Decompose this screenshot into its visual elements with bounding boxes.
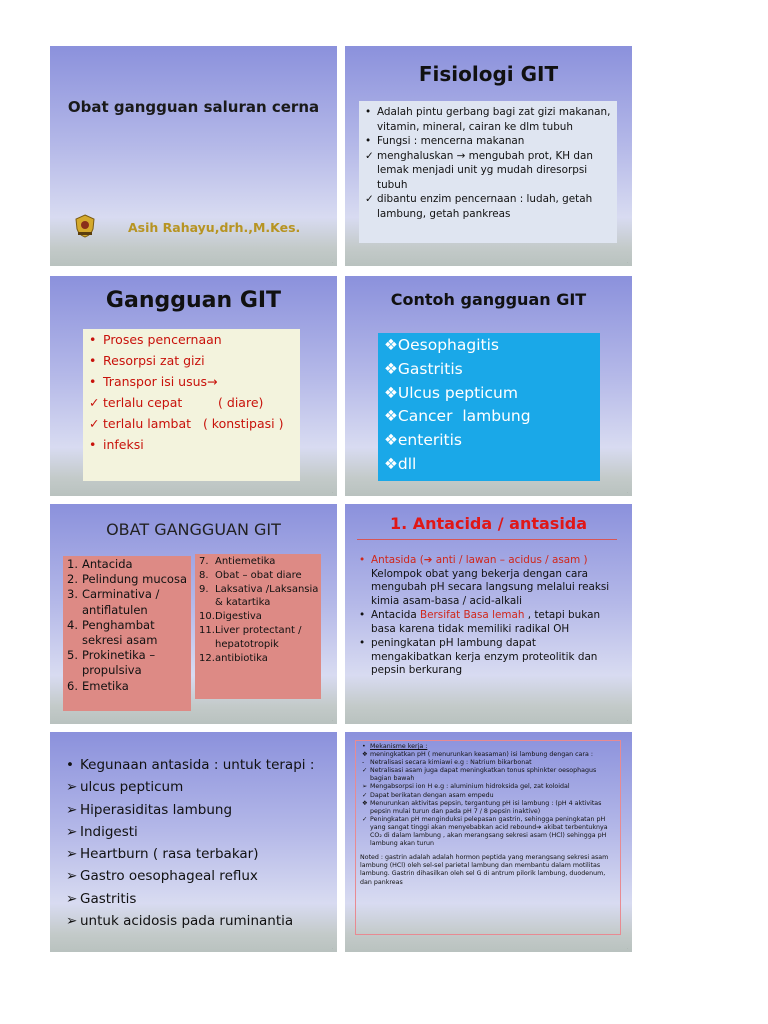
slide-heading: OBAT GANGGUAN GIT: [106, 520, 281, 539]
slide-kegunaan: [50, 732, 337, 952]
list-item: • Resorpsi zat gizi: [89, 353, 205, 368]
content-box: [359, 101, 617, 243]
list-item: ❖Ulcus pepticum: [384, 383, 518, 402]
list-item: ➢ Mengabsorpsi ion H e.g : aluminium hidroksida gel, zat koloidal: [362, 783, 570, 791]
list-item: ✓ dibantu enzim pencernaan : ludah, getah lambung, getah pankreas: [365, 193, 593, 220]
content-box: [357, 554, 619, 679]
list-item: ❖enteritis: [384, 431, 463, 450]
list-item: ❖ meningkatkan pH ( menurunkan keasaman) isi lambung dengan cara :: [362, 751, 593, 759]
content-box: [64, 754, 326, 932]
list-item: ❖Oesophagitis: [384, 336, 499, 354]
slide-footer: ·: [627, 718, 628, 722]
list-item: 3. Carminativa / antiflatulen: [67, 587, 160, 617]
list-item: • Adalah pintu gerbang bagi zat gizi makanan, vitamin, mineral, cairan ke dlm tubuh: [365, 106, 611, 133]
list-item: ➢ Gastritis: [66, 890, 137, 907]
list-item: ✓ Netralisasi asam juga dapat meningkatkan tonus sphinkter oesophagus bagian bawah: [362, 767, 597, 783]
list-item: 9. Laksativa /Laksansia & katartika: [199, 583, 319, 609]
list-item: 4. Penghambat sekresi asam: [67, 617, 158, 648]
list-item: 10. Digestiva: [199, 611, 262, 623]
slide-heading: Contoh gangguan GIT: [390, 290, 587, 309]
list-item: - Netralisasi secara kimiawi e.g : Natrium bikarbonat: [362, 759, 532, 767]
drug-list-right: [195, 554, 321, 699]
list-item: ❖dll: [384, 454, 417, 473]
slide-title-heading: Obat gangguan saluran cerna: [67, 98, 320, 116]
list-item: 8. Obat – obat diare: [199, 569, 302, 581]
slide-footer: ·: [332, 946, 333, 950]
slide-footer: ·: [627, 260, 628, 264]
list-item: ➢ Heartburn ( rasa terbakar): [66, 846, 259, 863]
list-item: • Antasida (➔ anti / lawan – acidus / asam ) Kelompok obat yang bekerja dengan cara mengubah pH secara langsung melalui reaksi kimia asam-basa / acid-alkali: [359, 554, 610, 607]
list-item: ➢ Gastro oesophageal reflux: [66, 868, 258, 885]
list-item: • Proses pencernaan: [89, 332, 222, 347]
list-item: • Kegunaan antasida : untuk terapi :: [66, 757, 315, 773]
list-item: 12. antibiotika: [199, 652, 268, 664]
content-box: [83, 329, 300, 481]
list-item: ❖ Menurunkan aktivitas pepsin, tergantung pH isi lambung : (pH 4 aktivitas pepsin mulai turun dan pada pH 7 / 8 pepsin inaktive): [362, 799, 602, 815]
university-crest-icon: [74, 214, 96, 238]
list-item: 7. Antiemetika: [199, 556, 276, 567]
list-item: ✓ terlalu lambat ( konstipasi ): [89, 416, 284, 431]
slide-obat: [50, 504, 337, 724]
slide-gangguan: [50, 276, 337, 496]
slide-fisiologi: [345, 46, 632, 266]
list-item: 1. Antacida: [67, 557, 133, 571]
slide-footer: ·: [332, 718, 333, 722]
list-item: • Transpor isi usus→: [89, 374, 218, 389]
list-item: ✓ Peningkatan pH menginduksi pelepasan gastrin, sehingga peningkatan pH yang sangat tinggi akan menyebabkan acid rebound➔ akibat terbentuknya CO₂ di dalam lambung , akan merangsang sekresi asam (HCl) sehingga pH lambung akan turun: [362, 815, 608, 848]
list-item: ➢ untuk acidosis pada ruminantia: [66, 913, 294, 930]
slide-antacida: [345, 504, 632, 724]
content-box: [355, 740, 621, 935]
list-item: • Mekanisme kerja :: [362, 743, 428, 750]
list-item: ❖Cancer lambung: [384, 407, 531, 426]
list-item: ✓ terlalu cepat ( diare): [89, 395, 264, 410]
slide-heading: Gangguan GIT: [105, 288, 282, 313]
heading-underline: [357, 539, 617, 540]
list-item: 11. Liver protectant / hepatotropik: [199, 624, 302, 650]
list-item: ➢ Hiperasiditas lambung: [66, 801, 233, 818]
slide-contoh: [345, 276, 632, 496]
list-item: ➢ Indigesti: [66, 823, 138, 840]
list-item: • Antacida Bersifat Basa lemah , tetapi bukan basa karena tidak memiliki radikal OH: [359, 609, 601, 635]
list-item: ❖Gastritis: [384, 359, 463, 378]
list-item: ✓ Dapat berikatan dengan asam empedu: [362, 791, 494, 799]
slide-heading: Fisiologi GIT: [418, 62, 559, 86]
list-item: • infeksi: [89, 437, 144, 452]
slide-footer: ·: [332, 490, 333, 494]
list-item: • peningkatan pH lambung dapat mengakibatkan kerja enzym proteolitik dan pepsin berkurang: [359, 637, 598, 676]
author-name: Asih Rahayu,drh.,M.Kes.: [128, 220, 301, 235]
drug-list-left: [63, 556, 191, 711]
note-text: Noted : gastrin adalah adalah hormon peptida yang merangsang sekresi asam lambung (HCl) oleh sel-sel parietal lambung dan membantu dalam motilitas lambung. Gastrin dihasilkan oleh sel G di antrum pilorik lambung, duodenum, dan pankreas: [360, 854, 609, 886]
slide-heading: 1. Antacida / antasida: [389, 514, 588, 533]
slide-title: [50, 46, 337, 266]
slide-mekanisme: [345, 732, 632, 952]
list-item: ✓ menghaluskan → mengubah prot, KH dan lemak menjadi unit yg mudah diresorpsi tubuh: [365, 149, 593, 191]
list-item: ➢ ulcus pepticum: [66, 779, 184, 796]
list-item: • Fungsi : mencerna makanan: [365, 135, 525, 147]
slide-footer: ·: [627, 490, 628, 494]
slide-footer: ·: [627, 946, 628, 950]
list-item: 2. Pelindung mucosa: [67, 572, 187, 587]
list-item: 5. Prokinetika – propulsiva: [67, 648, 156, 678]
list-item: 6. Emetika: [67, 678, 129, 693]
content-box: [378, 333, 600, 481]
slide-footer: ·: [332, 260, 333, 264]
